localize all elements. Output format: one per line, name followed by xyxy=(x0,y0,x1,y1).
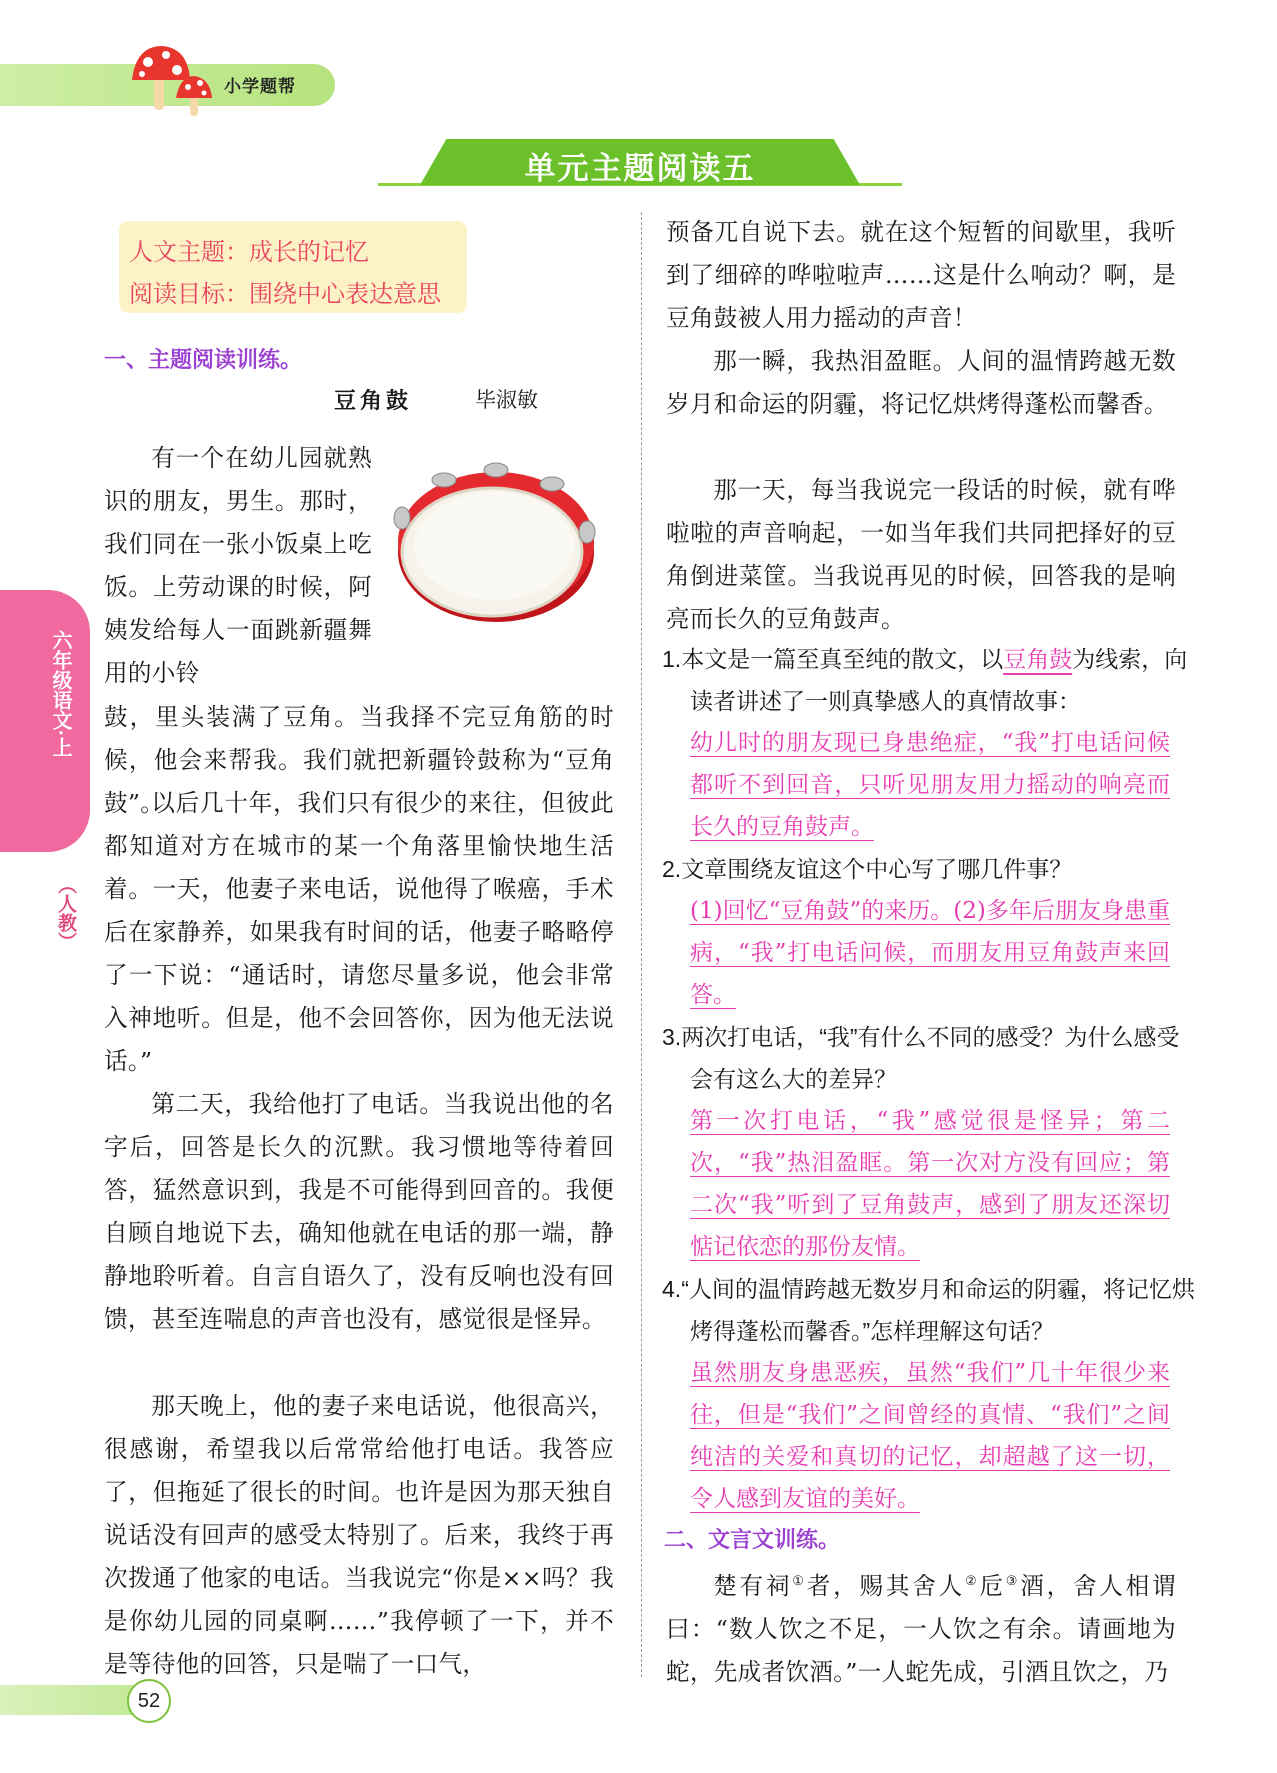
answer-4: 虽然朋友身患恶疾，虽然“我们”几十年很少来往，但是“我们”之间曾经的真情、“我们”之间纯洁的关爱和真切的记忆，却超越了这一切，令人感到友谊的美好。 xyxy=(690,1360,1170,1512)
answer-1: 幼儿时的朋友现已身患绝症，“我”打电话问候都听不到回音，只听见朋友用力摇动的响亮而长久的豆角鼓声。 xyxy=(690,730,1170,840)
question-3: 3.两次打电话，“我”有什么不同的感受？为什么感受会有这么大的差异？ xyxy=(662,1024,1180,1092)
article-paragraph: 以后几十年，我们只有很少的来往，但彼此都知道对方在城市的某一个角落里愉快地生活着。一天，他妻子来电话，说他得了喉癌，手术后在家静养，如果我有时间的话，他妻子略略停了一下说：“通话时，请您尽量多说，他会非常入神地听。但是，他不会回答你，因为他无法说话。” xyxy=(104,789,614,1075)
brand-name: 小学题帮 xyxy=(224,77,296,96)
page-number: 52 xyxy=(127,1679,171,1723)
article-paragraph: 那一天，每当我说完一段话的时候，就有哗啦啦的声音响起，一如当年我们共同把择好的豆角倒进菜筐。当我说再见的时候，回答我的是响亮而长久的豆角鼓声。 xyxy=(666,476,1176,633)
article-paragraph: 第二天，我给他打了电话。当我说出他的名字后，回答是长久的沉默。我习惯地等待着回答，猛然意识到，我是不可能得到回音的。我便自顾自地说下去，确知他就在电话的那一端，静静地聆听着。自言自语久了，没有反响也没有回馈，甚至连喘息的声音也没有，感觉很是怪异。 xyxy=(104,1090,614,1333)
tambourine-icon xyxy=(384,440,602,630)
article-paragraph: 那天晚上，他的妻子来电话说，他很高兴，很感谢，希望我以后常常给他打电话。我答应了，但拖延了很长的时间。也许是因为那天独自说话没有回声的感受太特别了。后来，我终于再次拨通了他家的电话。当我说完“你是××吗？我是你幼儿园的同桌啊……”我停顿了一下，并不是等待他的回答，只是喘了一口气， xyxy=(104,1392,614,1678)
section-heading-classical: 二、文言文训练。 xyxy=(664,1527,841,1552)
article-paragraph: 那一瞬，我热泪盈眶。人间的温情跨越无数岁月和命运的阴霾，将记忆烘烤得蓬松而馨香。 xyxy=(666,347,1176,418)
article-author: 毕淑敏 xyxy=(475,389,538,412)
answer-blank: 豆角鼓 xyxy=(1003,646,1073,672)
answer-3: 第一次打电话，“我”感觉很是怪异；第二次，“我”热泪盈眶。第一次对方没有回应；第二次“我”听到了豆角鼓声，感到了朋友还深切惦记依恋的那份友情。 xyxy=(690,1108,1170,1260)
article-paragraph: 有一个在幼儿园就熟识的朋友，男生。那时，我们同在一张小饭桌上吃饭。上劳动课的时候，阿姨发给每人一面跳新疆舞用的小铃 xyxy=(104,444,372,687)
page-title: 单元主题阅读五 xyxy=(524,151,756,186)
side-tab xyxy=(0,590,90,852)
theme-line: 人文主题：成长的记忆 xyxy=(129,239,369,266)
mushroom-logo-icon xyxy=(128,42,218,120)
column-divider xyxy=(641,212,642,1677)
grade-label: 六年级语文·上 xyxy=(49,630,71,757)
answer-2: (1)回忆“豆角鼓”的来历。(2)多年后朋友身患重病，“我”打电话问候，而朋友用豆角鼓声来回答。 xyxy=(690,898,1170,1008)
question-2: 2.文章围绕友谊这个中心写了哪几件事？ xyxy=(662,856,1073,882)
question-4: 4.“人间的温情跨越无数岁月和命运的阴霾，将记忆烘烤得蓬松而馨香。”怎样理解这句话？ xyxy=(662,1276,1195,1344)
classical-text: 楚有祠①者，赐其舍人②卮③酒，舍人相谓曰：“数人饮之不足，一人饮之有余。请画地为蛇，先成者饮酒。”一人蛇先成，引酒且饮之，乃 xyxy=(666,1571,1176,1686)
article-title: 豆角鼓 xyxy=(334,388,413,413)
article-paragraph: 鼓，里头装满了豆角。当我择不完豆角筋的时候，他会来帮我。我们就把新疆铃鼓称为“豆角鼓”。 xyxy=(104,703,614,817)
question-1: 1.本文是一篇至真至纯的散文，以豆角鼓为线索，向读者讲述了一则真挚感人的真情故事： xyxy=(662,646,1188,714)
goal-line: 阅读目标：围绕中心表达意思 xyxy=(129,281,441,308)
section-heading-reading: 一、主题阅读训练。 xyxy=(104,347,303,372)
publisher-label: （人教） xyxy=(55,875,76,951)
article-paragraph: 预备兀自说下去。就在这个短暂的间歇里，我听到了细碎的哗啦啦声……这是什么响动？啊，是豆角鼓被人用力摇动的声音！ xyxy=(666,218,1176,332)
